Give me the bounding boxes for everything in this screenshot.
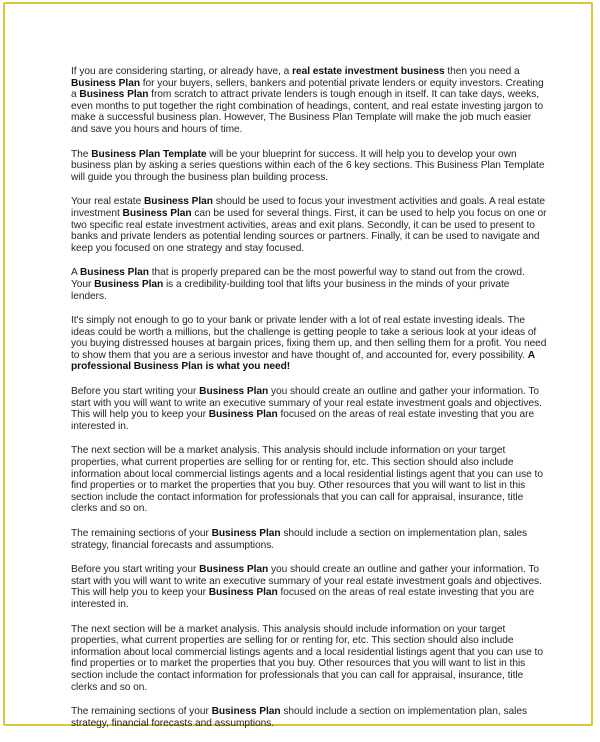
paragraph-2 [71, 149, 547, 184]
text-run: A [71, 267, 80, 279]
text-run: should be used to focus your investment activities and goals. A real estate investment [71, 196, 545, 219]
text-run: The next section will be a market analysis. This analysis should include information on your target properties, what current properties are selling for or renting for, etc. This section should also include information about local commercial listings agents and a local residential listings agent that you can use to find properties or to market the properties that you buy. Other resources that you will want to list in this section include the contact information for professionals that you can call for appraisal, insurance, title clerks and so on. [71, 445, 543, 515]
paragraph-7 [71, 445, 547, 515]
text-run: from scratch to attract private lenders is tough enough in itself. It can take days, weeks, even months to put together the right combination of headings, content, and real estate investing jargon to make a successful business plan. However, The Business Plan Template will make the job much easier and save you hours and hours of time. [71, 89, 544, 135]
bold-text: Business Plan [199, 564, 269, 576]
text-run: should include a section on implementation plan, sales strategy, financial forecasts and assumptions. [71, 706, 528, 729]
document-body [71, 66, 547, 742]
paragraph-4 [71, 267, 547, 302]
paragraph-11 [71, 706, 547, 729]
text-run: Before you start writing your [71, 564, 200, 576]
text-run: The remaining sections of your [71, 706, 212, 718]
bold-text: A professional Business Plan is what you need! [71, 349, 535, 373]
paragraph-3 [71, 196, 547, 254]
text-run: can be used for several things. First, it can be used to help you focus on one or two specific real estate investment activities, areas and exit plans. Secondly, it can be used to present to banks and private lenders as potential lending sources or partners. Finally, it can be used to navigate and keep you focused on one strategy and stay focused. [71, 207, 547, 254]
text-run: It's simply not enough to go to your bank or private lender with a lot of real estate investing ideals. The ideas could be worth a millions, but the challenge is getting people to take a serious look at your ideas of you buying distressed houses at bargain prices, fixing them up, and then selling them for a profit. You need to show them that you are a serious investor and have thought of, and accounted for, every possibility. [71, 315, 547, 361]
page-frame [3, 2, 593, 729]
bold-text: Business Plan [79, 267, 149, 279]
text-run: for your buyers, sellers, bankers and potential private lenders or equity investors. Creating a [71, 77, 544, 101]
text-run: is a credibility-building tool that lifts your business in the minds of your private lenders. [71, 278, 510, 302]
text-run: The remaining sections of your [71, 528, 212, 539]
paragraph-6 [71, 386, 547, 432]
text-run: focused on the areas of real estate investing that you are interested in. [71, 587, 535, 610]
paragraph-9 [71, 564, 547, 610]
text-run: The [71, 148, 92, 160]
text-run: Before you start writing your [71, 386, 200, 398]
bold-text: Business Plan [122, 207, 192, 219]
paragraph-10 [71, 624, 547, 694]
text-run: you should create an outline and gather your information. To start with you will want to write an executive summary of your real estate investment goals and objectives. This will help you to keep your [71, 386, 542, 421]
bold-text: Business Plan [208, 409, 278, 421]
paragraph-8 [71, 528, 547, 551]
text-run: will be your blueprint for success. It will help you to develop your own business plan by asking a series questions within each of the 6 key sections. This Business Plan Template will guide you through the business plan building process. [71, 148, 545, 183]
paragraph-1 [71, 66, 547, 136]
paragraph-5 [71, 315, 547, 373]
text-run: you should create an outline and gather your information. To start with you will want to write an executive summary of your real estate investment goals and objectives. This will help you to keep your [71, 564, 542, 599]
bold-text: Business Plan [208, 587, 278, 599]
bold-text: Business Plan [94, 278, 164, 290]
bold-text: Business Plan [211, 706, 281, 718]
bold-text: Business Plan [143, 196, 213, 208]
bold-text: Business Plan [211, 528, 281, 539]
text-run: that is properly prepared can be the most powerful way to stand out from the crowd. Your [71, 267, 525, 290]
text-run: then you need a [444, 66, 520, 77]
text-run: If you are considering starting, or already have, a [71, 66, 293, 77]
text-run: Your real estate [71, 196, 144, 208]
bold-text: Business Plan [79, 89, 149, 101]
text-run: should include a section on implementation plan, sales strategy, financial forecasts and assumptions. [71, 528, 528, 551]
text-run: focused on the areas of real estate investing that you are interested in. [71, 409, 535, 432]
text-run: The next section will be a market analysis. This analysis should include information on your target properties, what current properties are selling for or renting for, etc. This section should also include information about local commercial listings agents and a local residential listings agent that you can use to find properties or to market the properties that you buy. Other resources that you will want to list in this section include the contact information for professionals that you can call for appraisal, insurance, title clerks and so on. [71, 623, 543, 693]
bold-text: Business Plan Template [91, 148, 207, 160]
bold-text: real estate investment business [292, 66, 445, 77]
bold-text: Business Plan [71, 77, 140, 89]
bold-text: Business Plan [199, 386, 269, 398]
